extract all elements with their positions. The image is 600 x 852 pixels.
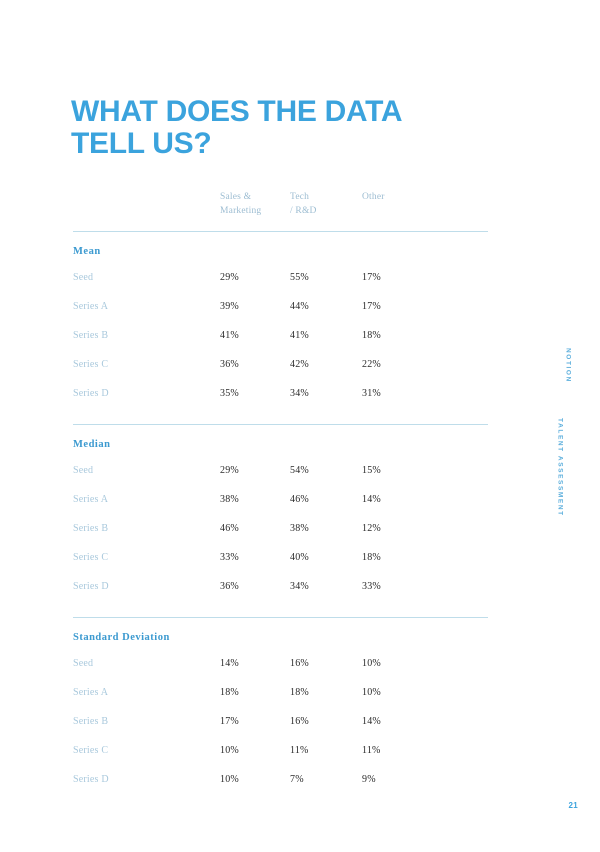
page-title-line-2: TELL US? <box>71 127 212 161</box>
cell-sales-marketing: 18% <box>220 687 239 698</box>
cell-tech-rd: 54% <box>290 465 309 476</box>
cell-tech-rd: 40% <box>290 552 309 563</box>
cell-tech-rd: 11% <box>290 745 309 756</box>
cell-sales-marketing: 35% <box>220 388 239 399</box>
table-row <box>73 774 488 803</box>
row-label: Series B <box>73 330 109 341</box>
table-row <box>73 523 488 552</box>
cell-other: 18% <box>362 552 381 563</box>
table-row <box>73 552 488 581</box>
section-mean <box>73 232 488 417</box>
cell-other: 10% <box>362 687 381 698</box>
cell-tech-rd: 18% <box>290 687 309 698</box>
cell-sales-marketing: 46% <box>220 523 239 534</box>
page-title <box>71 96 471 160</box>
section-title-mean: Mean <box>73 246 101 257</box>
table-row <box>73 687 488 716</box>
column-header-tech-rd: Tech / R&D <box>290 192 317 216</box>
section-median <box>73 425 488 610</box>
cell-tech-rd: 16% <box>290 716 309 727</box>
cell-tech-rd: 55% <box>290 272 309 283</box>
table-row <box>73 388 488 417</box>
table-row <box>73 581 488 610</box>
side-rail-section: TALENT ASSESSMENT <box>556 418 564 517</box>
row-label: Series B <box>73 716 109 727</box>
section-title-median: Median <box>73 439 111 450</box>
cell-other: 33% <box>362 581 381 592</box>
section-title-standard-deviation: Standard Deviation <box>73 632 170 643</box>
row-label: Series D <box>73 388 109 399</box>
table-row <box>73 359 488 388</box>
cell-tech-rd: 44% <box>290 301 309 312</box>
side-rail <box>558 0 578 852</box>
cell-tech-rd: 41% <box>290 330 309 341</box>
cell-other: 9% <box>362 774 376 785</box>
cell-sales-marketing: 29% <box>220 465 239 476</box>
table-row <box>73 658 488 687</box>
cell-tech-rd: 34% <box>290 581 309 592</box>
cell-other: 17% <box>362 301 381 312</box>
row-label: Series A <box>73 301 109 312</box>
cell-other: 14% <box>362 494 381 505</box>
cell-tech-rd: 16% <box>290 658 309 669</box>
cell-tech-rd: 46% <box>290 494 309 505</box>
cell-tech-rd: 38% <box>290 523 309 534</box>
row-label: Series C <box>73 359 109 370</box>
column-header-other: Other <box>362 192 385 202</box>
cell-other: 14% <box>362 716 381 727</box>
table-row <box>73 301 488 330</box>
row-label: Series B <box>73 523 109 534</box>
row-label: Series A <box>73 494 109 505</box>
row-label: Series A <box>73 687 109 698</box>
cell-sales-marketing: 29% <box>220 272 239 283</box>
table-row <box>73 465 488 494</box>
column-header-sales-marketing: Sales & Marketing <box>220 192 262 216</box>
cell-other: 17% <box>362 272 381 283</box>
cell-other: 18% <box>362 330 381 341</box>
table-row <box>73 330 488 359</box>
cell-other: 12% <box>362 523 381 534</box>
table-row <box>73 272 488 301</box>
cell-tech-rd: 7% <box>290 774 304 785</box>
row-label: Series D <box>73 581 109 592</box>
cell-tech-rd: 42% <box>290 359 309 370</box>
cell-sales-marketing: 38% <box>220 494 239 505</box>
cell-other: 10% <box>362 658 381 669</box>
row-label: Series C <box>73 745 109 756</box>
page-number: 21 <box>568 801 578 810</box>
row-label: Seed <box>73 465 94 476</box>
cell-other: 15% <box>362 465 381 476</box>
cell-sales-marketing: 36% <box>220 581 239 592</box>
cell-sales-marketing: 17% <box>220 716 239 727</box>
row-label: Seed <box>73 658 94 669</box>
cell-sales-marketing: 33% <box>220 552 239 563</box>
row-label: Series D <box>73 774 109 785</box>
table-row <box>73 716 488 745</box>
cell-other: 22% <box>362 359 381 370</box>
cell-other: 31% <box>362 388 381 399</box>
cell-sales-marketing: 14% <box>220 658 239 669</box>
data-table <box>73 190 488 803</box>
row-label: Series C <box>73 552 109 563</box>
cell-sales-marketing: 10% <box>220 745 239 756</box>
cell-sales-marketing: 39% <box>220 301 239 312</box>
cell-other: 11% <box>362 745 381 756</box>
cell-tech-rd: 34% <box>290 388 309 399</box>
table-row <box>73 494 488 523</box>
table-header-row <box>73 190 488 228</box>
table-row <box>73 745 488 774</box>
cell-sales-marketing: 41% <box>220 330 239 341</box>
side-rail-brand: NOTION <box>564 348 572 383</box>
page-title-line-1: WHAT DOES THE DATA <box>71 95 403 129</box>
cell-sales-marketing: 10% <box>220 774 239 785</box>
section-standard-deviation <box>73 618 488 803</box>
row-label: Seed <box>73 272 94 283</box>
cell-sales-marketing: 36% <box>220 359 239 370</box>
